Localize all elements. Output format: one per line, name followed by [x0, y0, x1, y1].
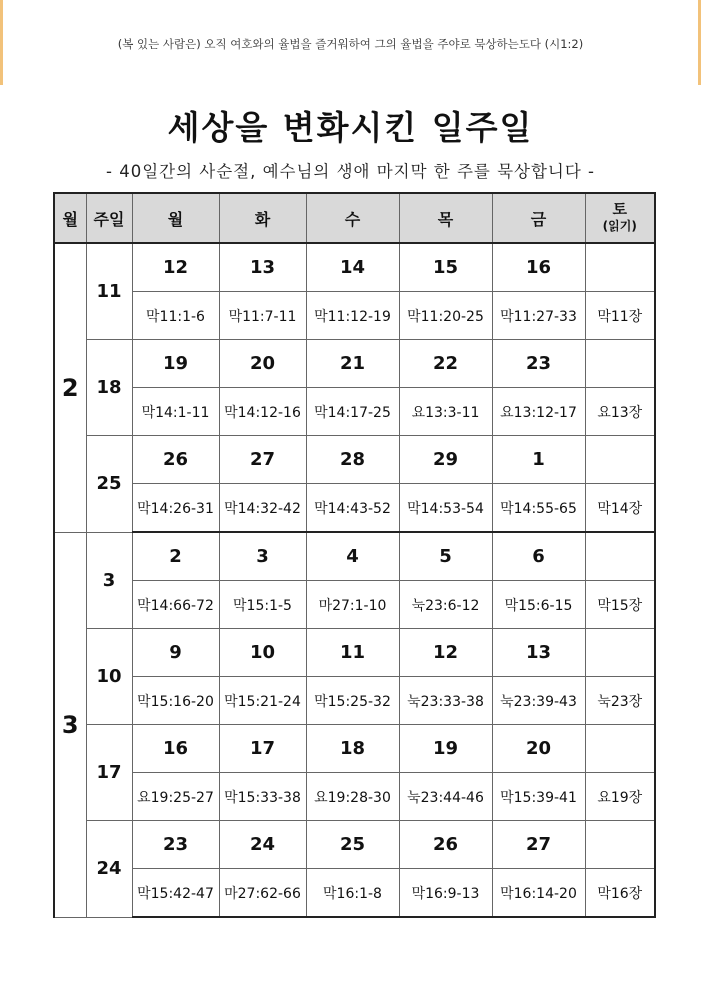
reading-cell: 막15:39-41 [492, 773, 585, 821]
date-cell: 22 [399, 340, 492, 388]
reading-cell: 막14:12-16 [219, 388, 306, 436]
date-cell: 18 [306, 725, 399, 773]
date-cell: 20 [219, 340, 306, 388]
date-cell: 11 [306, 629, 399, 677]
reading-cell: 마27:1-10 [306, 581, 399, 629]
table-header-row [54, 193, 655, 243]
saturday-date-cell [585, 243, 655, 292]
header-tue: 화 [219, 193, 306, 243]
page-title: 세상을 변화시킨 일주일 [167, 108, 534, 147]
date-cell: 27 [492, 821, 585, 869]
reading-cell: 막16:14-20 [492, 869, 585, 918]
reading-cell: 막11:27-33 [492, 292, 585, 340]
sunday-cell: 18 [86, 340, 132, 436]
date-cell: 1 [492, 436, 585, 484]
reading-cell: 막15:42-47 [132, 869, 219, 918]
date-cell: 26 [132, 436, 219, 484]
reading-cell: 요13:3-11 [399, 388, 492, 436]
header-sat-label: 토 [612, 200, 627, 218]
date-cell: 29 [399, 436, 492, 484]
saturday-date-cell [585, 821, 655, 869]
date-cell: 15 [399, 243, 492, 292]
reading-cell: 요13장 [585, 388, 655, 436]
page-subtitle: - 40일간의 사순절, 예수님의 생애 마지막 한 주를 묵상합니다 - [106, 162, 595, 181]
header-sat-reading-label: (읽기) [602, 219, 637, 233]
header-month: 월 [54, 193, 86, 243]
table-row [54, 292, 655, 340]
date-cell: 14 [306, 243, 399, 292]
saturday-date-cell [585, 436, 655, 484]
date-cell: 2 [132, 532, 219, 581]
header-thu: 목 [399, 193, 492, 243]
month-cell: 2 [54, 243, 86, 532]
reading-cell: 막15장 [585, 581, 655, 629]
reading-cell: 막14:32-42 [219, 484, 306, 533]
saturday-date-cell [585, 532, 655, 581]
saturday-date-cell [585, 629, 655, 677]
date-cell: 21 [306, 340, 399, 388]
reading-cell: 막14:66-72 [132, 581, 219, 629]
reading-cell: 막15:16-20 [132, 677, 219, 725]
reading-cell: 요19:28-30 [306, 773, 399, 821]
date-cell: 12 [132, 243, 219, 292]
date-cell: 3 [219, 532, 306, 581]
table-row [54, 243, 655, 292]
date-cell: 19 [132, 340, 219, 388]
header-wed: 수 [306, 193, 399, 243]
date-cell: 25 [306, 821, 399, 869]
date-cell: 23 [492, 340, 585, 388]
reading-cell: 요19장 [585, 773, 655, 821]
sunday-cell: 11 [86, 243, 132, 340]
reading-cell: 막15:21-24 [219, 677, 306, 725]
reading-cell: 마27:62-66 [219, 869, 306, 918]
reading-cell: 막14:53-54 [399, 484, 492, 533]
table-row [54, 484, 655, 533]
date-cell: 10 [219, 629, 306, 677]
date-cell: 4 [306, 532, 399, 581]
date-cell: 6 [492, 532, 585, 581]
date-cell: 16 [132, 725, 219, 773]
table-row [54, 869, 655, 918]
reading-cell: 막15:6-15 [492, 581, 585, 629]
date-cell: 5 [399, 532, 492, 581]
reading-cell: 눅23:44-46 [399, 773, 492, 821]
reading-cell: 막15:1-5 [219, 581, 306, 629]
sunday-cell: 25 [86, 436, 132, 533]
date-cell: 26 [399, 821, 492, 869]
date-cell: 24 [219, 821, 306, 869]
table-row [54, 581, 655, 629]
date-cell: 13 [219, 243, 306, 292]
table-row [54, 436, 655, 484]
reading-cell: 요19:25-27 [132, 773, 219, 821]
reading-cell: 막11:1-6 [132, 292, 219, 340]
reading-cell: 막14장 [585, 484, 655, 533]
table-row [54, 821, 655, 869]
saturday-date-cell [585, 725, 655, 773]
table-row [54, 629, 655, 677]
saturday-date-cell [585, 340, 655, 388]
sunday-cell: 10 [86, 629, 132, 725]
date-cell: 20 [492, 725, 585, 773]
date-cell: 12 [399, 629, 492, 677]
reading-cell: 막14:17-25 [306, 388, 399, 436]
table-row [54, 388, 655, 436]
date-cell: 28 [306, 436, 399, 484]
reading-cell: 막16:9-13 [399, 869, 492, 918]
reading-cell: 막11:7-11 [219, 292, 306, 340]
reading-cell: 요13:12-17 [492, 388, 585, 436]
date-cell: 27 [219, 436, 306, 484]
date-cell: 16 [492, 243, 585, 292]
header-fri: 금 [492, 193, 585, 243]
reading-cell: 눅23:6-12 [399, 581, 492, 629]
table-row [54, 773, 655, 821]
reading-cell: 막16:1-8 [306, 869, 399, 918]
month-cell: 3 [54, 532, 86, 917]
reading-cell: 막11장 [585, 292, 655, 340]
reading-cell: 막15:25-32 [306, 677, 399, 725]
reading-cell: 눅23:39-43 [492, 677, 585, 725]
date-cell: 17 [219, 725, 306, 773]
reading-cell: 막11:12-19 [306, 292, 399, 340]
date-cell: 9 [132, 629, 219, 677]
table-row [54, 677, 655, 725]
header-verse: (복 있는 사람은) 오직 여호와의 율법을 즐거워하여 그의 율법을 주야로 묵상하는도다 (시1:2) [117, 37, 584, 51]
reading-cell: 눅23:33-38 [399, 677, 492, 725]
header-sat [585, 193, 655, 243]
reading-cell: 막14:43-52 [306, 484, 399, 533]
sunday-cell: 3 [86, 532, 132, 629]
header-sunday: 주일 [86, 193, 132, 243]
reading-cell: 막14:26-31 [132, 484, 219, 533]
reading-cell: 눅23장 [585, 677, 655, 725]
table-row [54, 340, 655, 388]
header-mon: 월 [132, 193, 219, 243]
sunday-cell: 24 [86, 821, 132, 918]
reading-cell: 막16장 [585, 869, 655, 918]
date-cell: 23 [132, 821, 219, 869]
reading-cell: 막15:33-38 [219, 773, 306, 821]
table-row [54, 725, 655, 773]
reading-schedule-table [53, 192, 656, 918]
reading-cell: 막14:1-11 [132, 388, 219, 436]
table-row [54, 532, 655, 581]
date-cell: 19 [399, 725, 492, 773]
schedule-body [54, 243, 655, 917]
sunday-cell: 17 [86, 725, 132, 821]
reading-cell: 막14:55-65 [492, 484, 585, 533]
reading-cell: 막11:20-25 [399, 292, 492, 340]
date-cell: 13 [492, 629, 585, 677]
